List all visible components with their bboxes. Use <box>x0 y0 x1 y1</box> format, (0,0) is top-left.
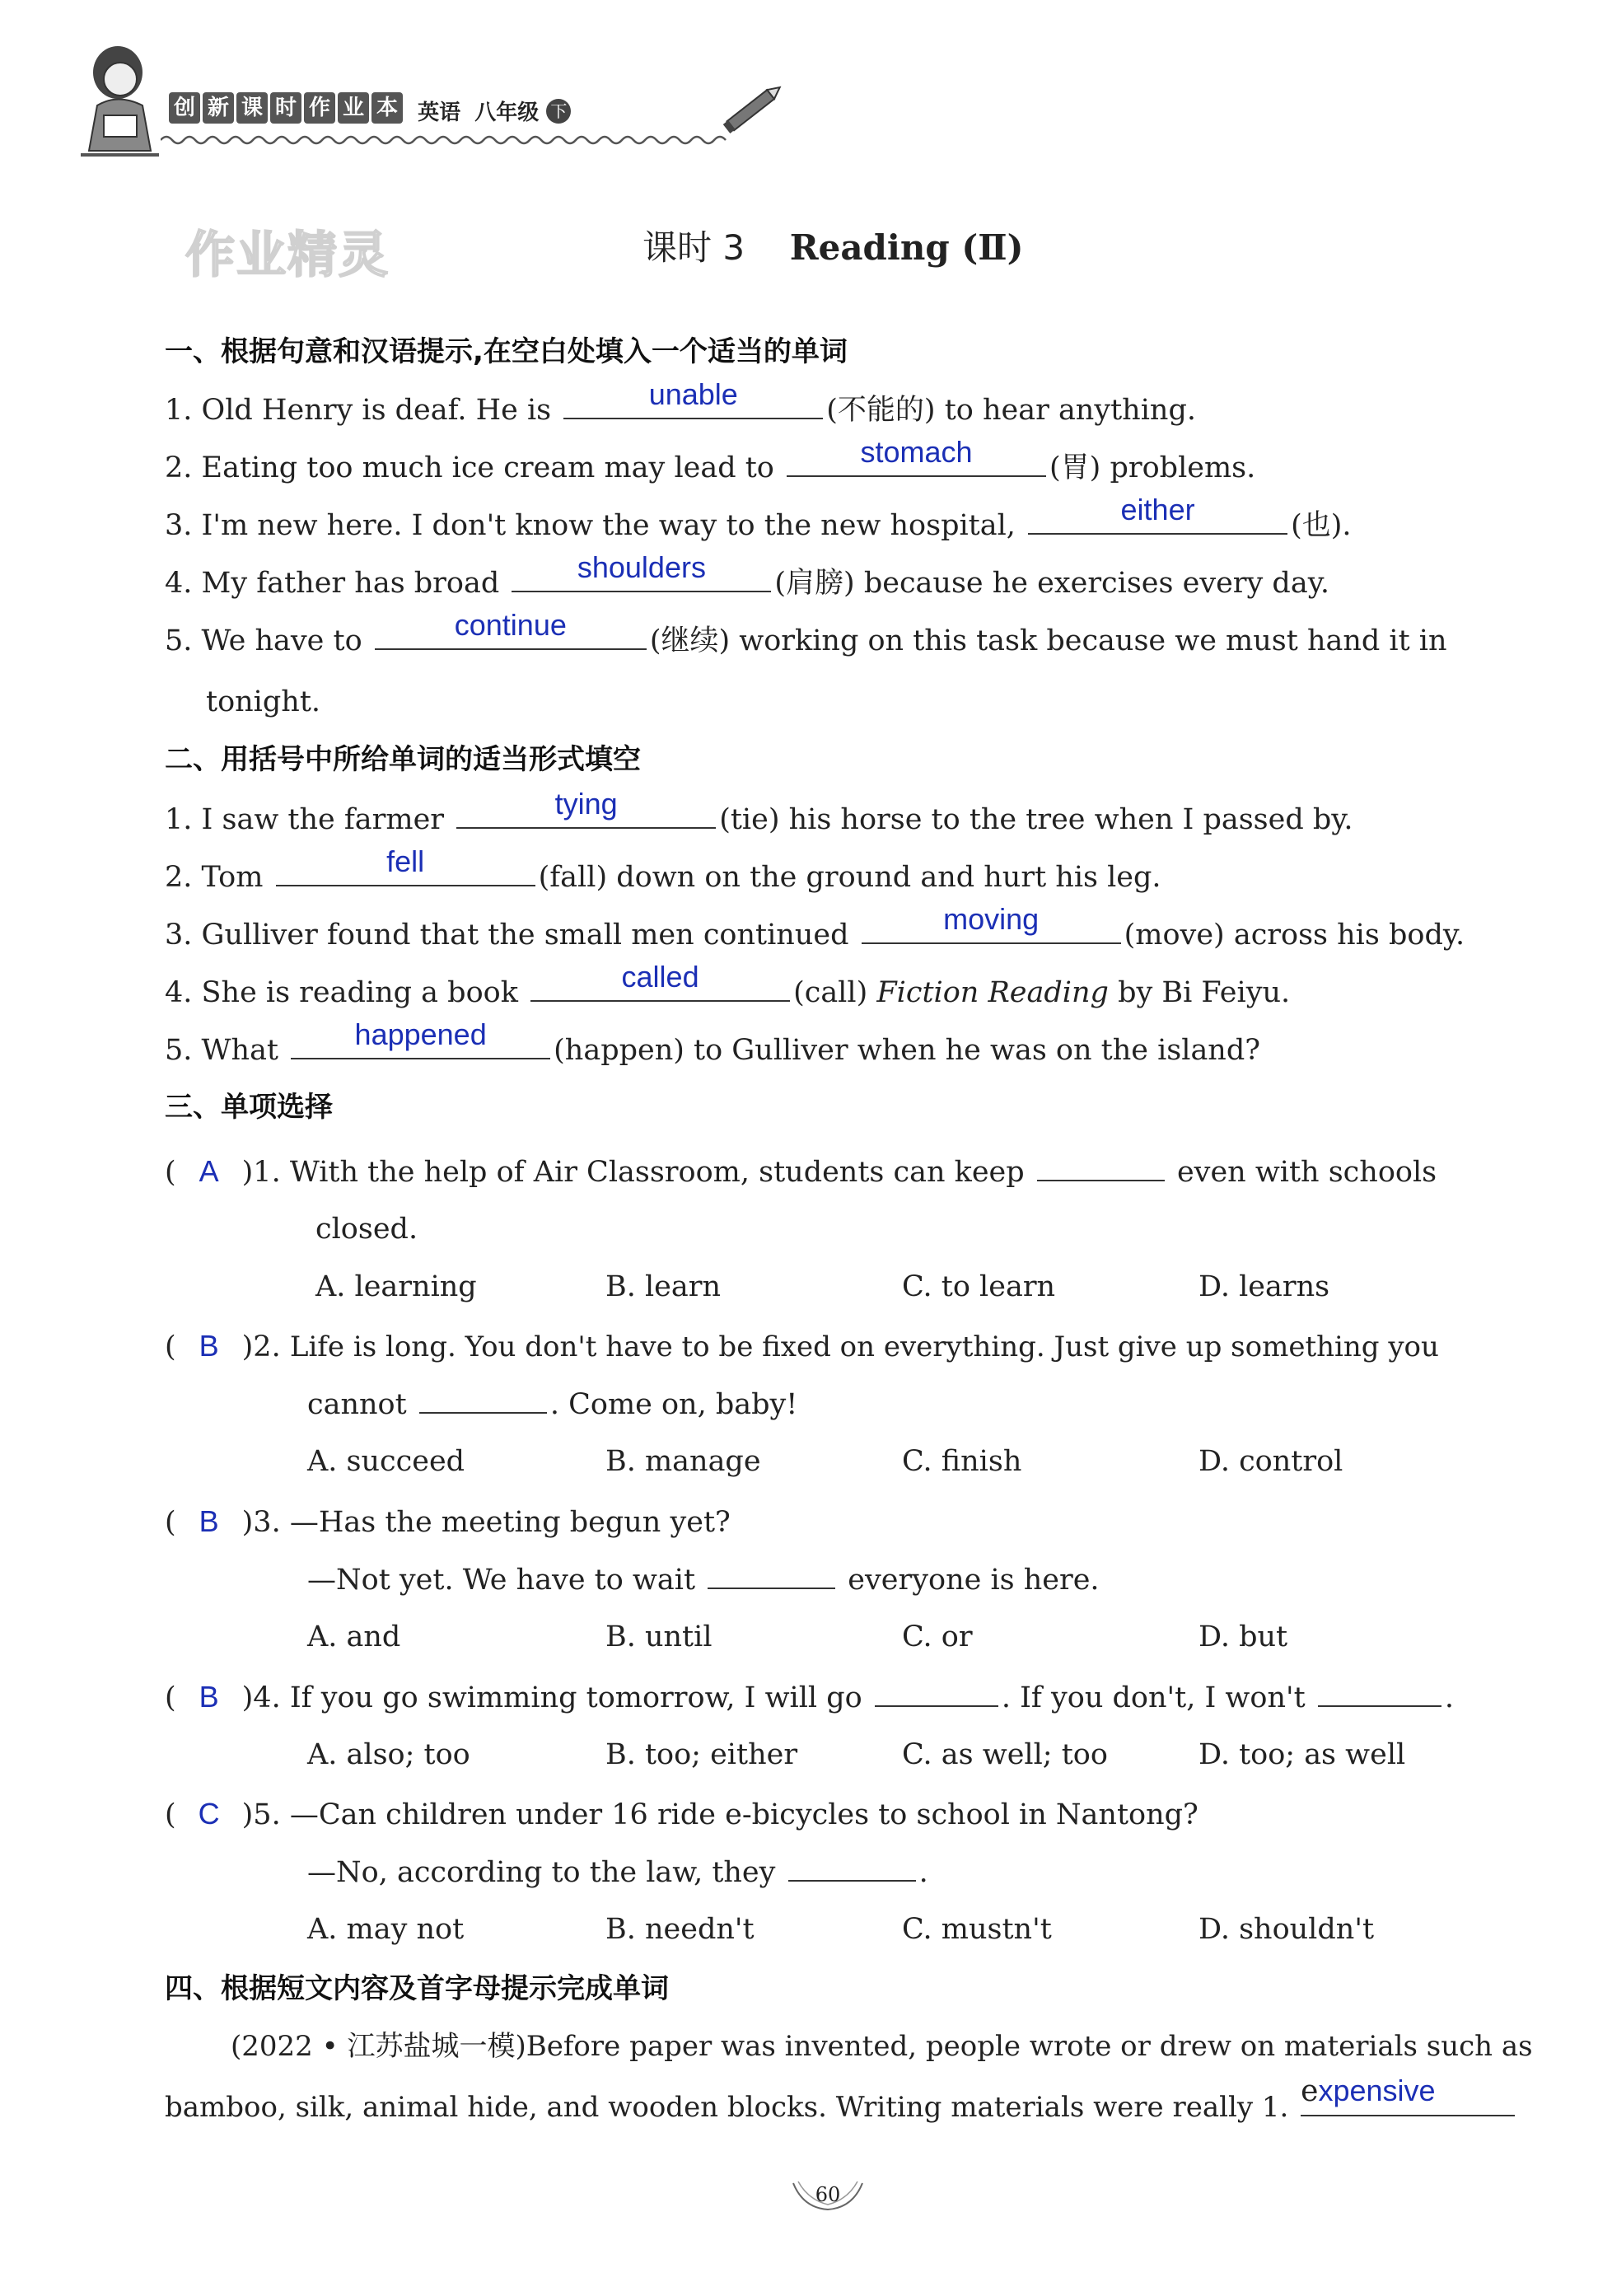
s2-item-1: 1. I saw the farmer tying (tie) his horse to the tree when I passed by. <box>165 787 1353 836</box>
option-b[interactable]: B. until <box>605 1620 713 1653</box>
answer-blank[interactable] <box>862 902 1121 944</box>
handwritten-answer: stomach <box>860 435 973 469</box>
option-c[interactable]: C. or <box>902 1620 973 1653</box>
answer-choice[interactable] <box>176 1679 242 1716</box>
option-c[interactable]: C. as well; too <box>902 1738 1108 1771</box>
option-d[interactable]: D. shouldn't <box>1198 1913 1375 1946</box>
series-char: 时 <box>270 92 301 124</box>
series-char: 业 <box>338 92 369 124</box>
page-number: 60 <box>815 2183 841 2206</box>
answer-blank[interactable] <box>276 844 535 886</box>
page-title <box>642 221 1024 270</box>
s2-item-3: 3. Gulliver found that the small men continued moving (move) across his body. <box>165 902 1465 952</box>
section1-heading: 一、根据句意和汉语提示,在空白处填入一个适当的单词 <box>165 335 848 368</box>
chosen-letter: B <box>199 1680 219 1714</box>
handwritten-answer <box>1301 2073 1515 2110</box>
answer-blank[interactable] <box>1301 2074 1515 2116</box>
chosen-letter: B <box>199 1504 219 1538</box>
option-b[interactable]: B. needn't <box>605 1913 755 1946</box>
lesson-number: 课时 3 <box>642 227 745 268</box>
answer-choice[interactable] <box>176 1796 242 1833</box>
option-a[interactable]: A. may not <box>307 1913 465 1946</box>
handwritten-answer: happened <box>354 1017 487 1051</box>
option-a[interactable]: A. succeed <box>307 1445 465 1478</box>
s1-item-5: 5. We have to continue (继续) working on this task because we must hand it in <box>165 608 1447 657</box>
handwritten-answer: unable <box>648 377 738 411</box>
answer-blank[interactable] <box>787 435 1046 477</box>
handwritten-answer: shoulders <box>577 550 706 584</box>
option-d[interactable]: D. learns <box>1198 1270 1330 1303</box>
series-char: 课 <box>236 92 268 124</box>
series-char: 本 <box>371 92 403 124</box>
pencil-icon <box>717 76 791 145</box>
passage-line-1: (2022 • 江苏盐城一模)Before paper was invented, people wrote or drew on materials such as <box>231 2030 1533 2063</box>
s2-item-4: 4. She is reading a book called (call) Fiction Reading by Bi Feiyu. <box>165 960 1291 1009</box>
answer-blank[interactable] <box>530 960 790 1002</box>
s1-item-4: 4. My father has broad shoulders (肩膀) because he exercises every day. <box>165 550 1329 600</box>
term-badge: 下 <box>546 99 571 124</box>
answer-blank[interactable] <box>1028 493 1287 535</box>
answer-blank[interactable] <box>291 1017 550 1059</box>
option-d[interactable]: D. too; as well <box>1198 1738 1406 1771</box>
answer-choice[interactable] <box>176 1503 242 1541</box>
option-c[interactable]: C. finish <box>902 1445 1022 1478</box>
handwritten-answer: tying <box>554 787 618 821</box>
s1-item-1: 1. Old Henry is deaf. He is unable (不能的) to hear anything. <box>165 377 1196 427</box>
book-title: Fiction Reading <box>876 976 1109 1009</box>
handwritten-answer: either <box>1120 493 1195 526</box>
mc-question-1-line2: closed. <box>315 1213 418 1246</box>
answer-blank[interactable] <box>419 1386 547 1414</box>
passage-line-2: bamboo, silk, animal hide, and wooden blocks. Writing materials were really 1. expensive <box>165 2088 1518 2125</box>
watermark-logo: 作业精灵 <box>185 227 390 284</box>
s2-item-2: 2. Tom fell (fall) down on the ground and hurt his leg. <box>165 844 1161 894</box>
handwritten-answer: fell <box>386 844 425 878</box>
mc-question-2-line2: cannot . Come on, baby! <box>307 1386 797 1423</box>
mc-question-1: ( A )1. With the help of Air Classroom, students can keep even with schools <box>165 1154 1437 1189</box>
option-a[interactable]: A. also; too <box>307 1738 470 1771</box>
answer-blank[interactable] <box>788 1854 916 1882</box>
wavy-divider <box>161 133 729 150</box>
handwritten-answer: moving <box>943 902 1040 936</box>
option-d[interactable]: D. control <box>1198 1445 1343 1478</box>
chosen-letter: B <box>199 1329 219 1363</box>
mc-question-5-line2: —No, according to the law, they . <box>307 1854 928 1891</box>
option-c[interactable]: C. mustn't <box>902 1913 1052 1946</box>
answer-blank[interactable] <box>1318 1679 1441 1707</box>
series-char: 作 <box>304 92 335 124</box>
option-b[interactable]: B. manage <box>605 1445 761 1478</box>
s2-item-5: 5. What happened (happen) to Gulliver when he was on the island? <box>165 1017 1261 1067</box>
subject-label: 英语 <box>418 101 461 125</box>
section4-heading: 四、根据短文内容及首字母提示完成单词 <box>165 1972 669 2005</box>
answer-blank[interactable] <box>512 550 771 592</box>
s1-item-2: 2. Eating too much ice cream may lead to stomach (胃) problems. <box>165 435 1256 484</box>
answer-blank[interactable] <box>563 377 823 419</box>
answer-blank[interactable] <box>875 1679 998 1707</box>
option-b[interactable]: B. learn <box>605 1270 722 1303</box>
chosen-letter: C <box>198 1797 220 1831</box>
handwritten-answer: continue <box>454 608 567 642</box>
answer-rest: xpensive <box>1318 2074 1436 2107</box>
answer-blank[interactable] <box>1037 1153 1165 1181</box>
series-char: 新 <box>203 92 234 124</box>
chosen-letter: A <box>199 1154 219 1188</box>
option-b[interactable]: B. too; either <box>605 1738 798 1771</box>
answer-blank[interactable] <box>708 1561 835 1589</box>
mc-question-3: ( B )3. —Has the meeting begun yet? <box>165 1504 731 1539</box>
answer-choice[interactable] <box>176 1153 242 1190</box>
answer-choice[interactable] <box>176 1328 242 1365</box>
mc-question-3-line2: —Not yet. We have to wait everyone is here. <box>307 1561 1100 1598</box>
mc-question-2: ( B )2. Life is long. You don't have to be fixed on everything. Just give up something you <box>165 1329 1439 1363</box>
series-title <box>169 92 571 130</box>
answer-blank[interactable] <box>375 608 647 650</box>
girl-reading-illustration <box>72 40 167 163</box>
s1-item-3: 3. I'm new here. I don't know the way to the new hospital, either (也). <box>165 493 1352 542</box>
lesson-name: Reading (Ⅱ) <box>789 227 1024 268</box>
first-letter-hint: e <box>1301 2074 1319 2108</box>
series-char: 创 <box>169 92 200 124</box>
s1-item-5-continued: tonight. <box>206 685 321 718</box>
section2-heading: 二、用括号中所给单词的适当形式填空 <box>165 743 641 776</box>
option-a[interactable]: A. learning <box>315 1270 477 1303</box>
mc-question-4: ( B )4. If you go swimming tomorrow, I will go . If you don't, I won't . <box>165 1680 1454 1714</box>
mc-question-5: ( C )5. —Can children under 16 ride e-bicycles to school in Nantong? <box>165 1797 1198 1831</box>
option-d[interactable]: D. but <box>1198 1620 1288 1653</box>
grade-label: 八年级 <box>474 101 540 125</box>
option-c[interactable]: C. to learn <box>902 1270 1056 1303</box>
option-a[interactable]: A. and <box>307 1620 401 1653</box>
section3-heading: 三、单项选择 <box>165 1091 333 1124</box>
answer-blank[interactable] <box>456 787 716 829</box>
page-number-ornament <box>787 2175 869 2216</box>
handwritten-answer: called <box>621 960 699 994</box>
